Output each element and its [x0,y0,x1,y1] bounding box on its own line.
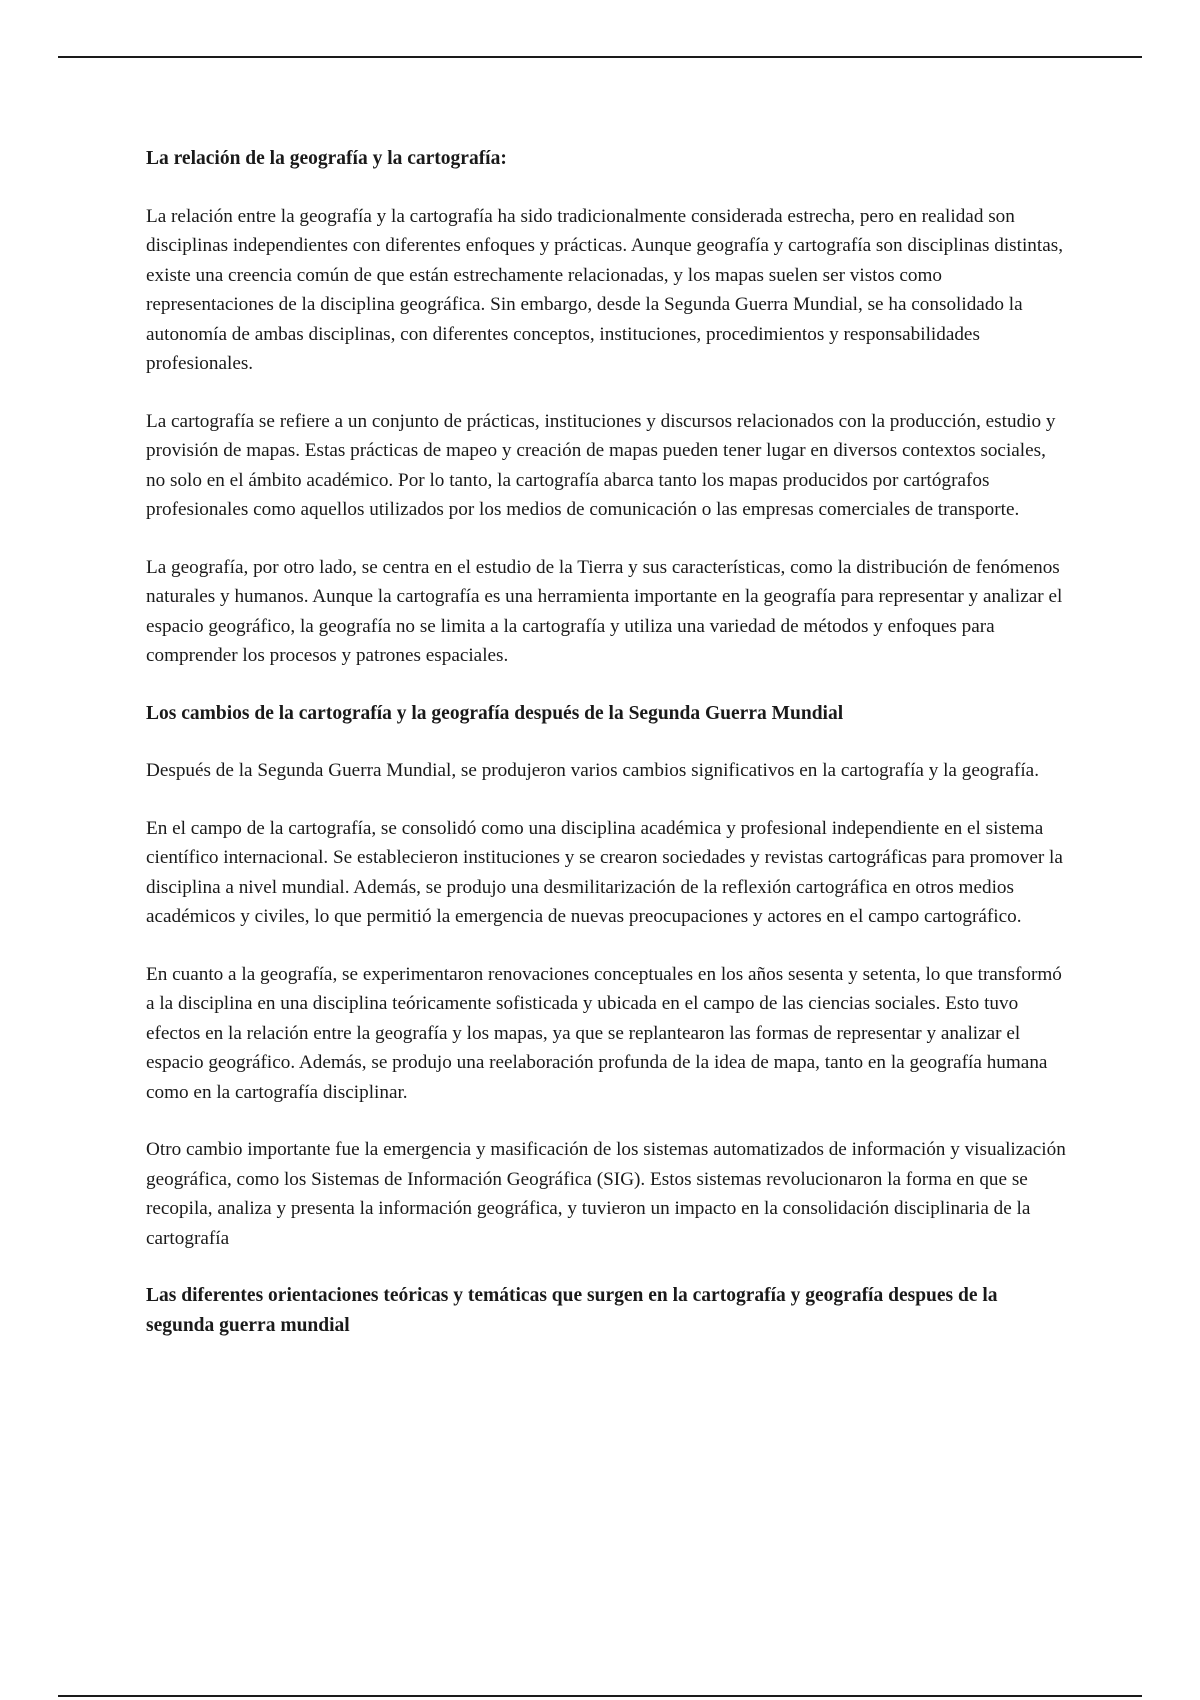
header-rule [58,56,1142,58]
document-body [146,144,1066,1368]
paragraph-changes-1: Después de la Segunda Guerra Mundial, se produjeron varios cambios significativos en la cartografía y la geografía. [146,760,1039,781]
section-heading-changes: Los cambios de la cartografía y la geografía después de la Segunda Guerra Mundial [146,702,844,724]
paragraph-relation-2: La cartografía se refiere a un conjunto de prácticas, instituciones y discursos relacionados con la producción, estudio y provisión de mapas. Estas prácticas de mapeo y creación de mapas pueden tener lugar en diversos contextos sociales, no solo en el ámbito académico. Por lo tanto, la cartografía abarca tanto los mapas producidos por cartógrafos profesionales como aquellos utilizados por los medios de comunicación o las empresas comerciales de transporte. [146,410,1056,520]
section-heading-relation: La relación de la geografía y la cartografía: [146,148,507,169]
paragraph-changes-4: Otro cambio importante fue la emergencia y masificación de los sistemas automatizados de información y visualización geográfica, como los Sistemas de Información Geográfica (SIG). Estos sistemas revolucionaron la forma en que se recopila, analiza y presenta la información geográfica, y tuvieron un impacto en la consolidación disciplinaria de la cartografía [146,1139,1066,1249]
paragraph-changes-2: En el campo de la cartografía, se consolidó como una disciplina académica y profesional independiente en el sistema científico internacional. Se establecieron instituciones y se crearon sociedades y revistas cartográficas para promover la disciplina a nivel mundial. Además, se produjo una desmilitarización de la reflexión cartográfica en otros medios académicos y civiles, lo que permitió la emergencia de nuevas preocupaciones y actores en el campo cartográfico. [146,817,1063,927]
footer-rule [58,1695,1142,1697]
paragraph-relation-1: La relación entre la geografía y la cartografía ha sido tradicionalmente considerada estrecha, pero en realidad son disciplinas independientes con diferentes enfoques y prácticas. Aunque geografía y cartografía son disciplinas distintas, existe una creencia común de que están estrechamente relacionadas, y los mapas suelen ser vistos como representaciones de la disciplina geográfica. Sin embargo, desde la Segunda Guerra Mundial, se ha consolidado la autonomía de ambas disciplinas, con diferentes conceptos, instituciones, procedimientos y responsabilidades profesionales. [146,205,1063,374]
paragraph-changes-3: En cuanto a la geografía, se experimentaron renovaciones conceptuales en los años sesenta y setenta, lo que transformó a la disciplina en una disciplina teóricamente sofisticada y ubicada en el campo de las ciencias sociales. Esto tuvo efectos en la relación entre la geografía y los mapas, ya que se replantearon las formas de representar y analizar el espacio geográfico. Además, se produjo una reelaboración profunda de la idea de mapa, tanto en la geografía humana como en la cartografía disciplinar. [146,963,1062,1103]
paragraph-relation-3: La geografía, por otro lado, se centra en el estudio de la Tierra y sus características, como la distribución de fenómenos naturales y humanos. Aunque la cartografía es una herramienta importante en la geografía para representar y analizar el espacio geográfico, la geografía no se limita a la cartografía y utiliza una variedad de métodos y enfoques para comprender los procesos y patrones espaciales. [146,556,1063,666]
section-heading-orientations: Las diferentes orientaciones teóricas y temáticas que surgen en la cartografía y geografía despues de la segunda guerra mundial [146,1285,998,1336]
